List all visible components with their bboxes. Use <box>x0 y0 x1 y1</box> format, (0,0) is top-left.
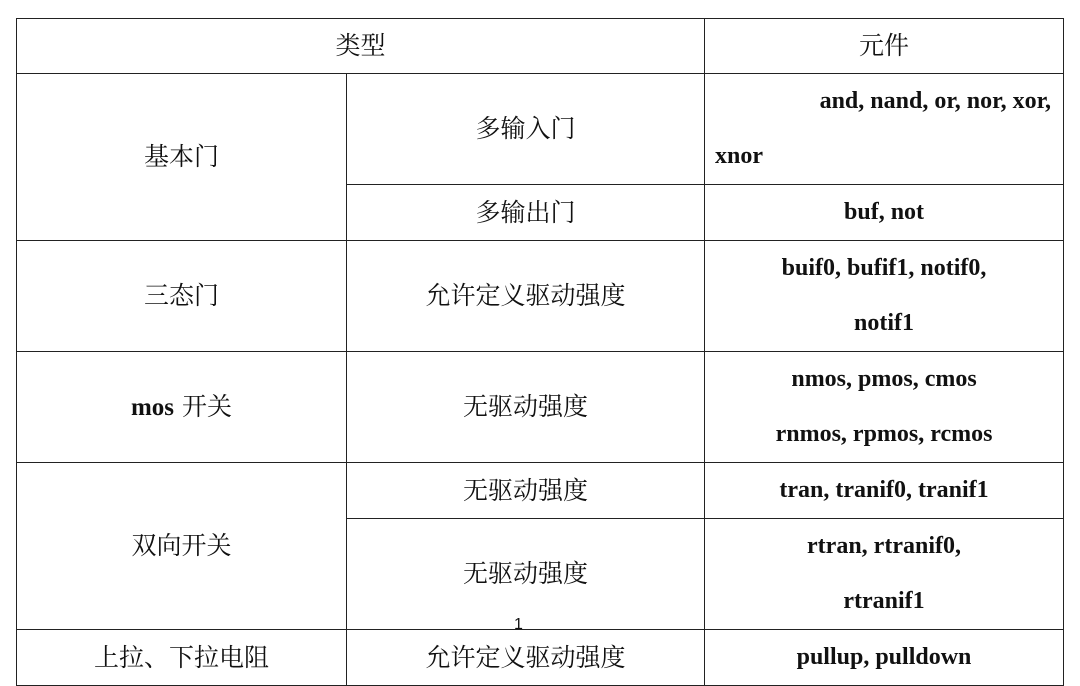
category-cell: 基本门 <box>17 74 347 241</box>
element-cell <box>705 74 1064 185</box>
element-line: rtranif1 <box>843 588 925 614</box>
header-row <box>17 19 1064 74</box>
table-row <box>17 241 1064 352</box>
element-cell <box>705 352 1064 463</box>
category-en-text: mos <box>130 393 175 421</box>
element-line: xnor <box>715 143 764 169</box>
element-cell <box>705 241 1064 352</box>
subtype-cell: 无驱动强度 <box>347 352 705 463</box>
element-line: rtran, rtranif0, <box>807 533 961 559</box>
subtype-cell: 无驱动强度 <box>347 463 705 519</box>
element-line: buif0, bufif1, notif0, <box>781 255 987 281</box>
page-number: 1 <box>514 616 523 633</box>
category-cell: 三态门 <box>17 241 347 352</box>
category-cell: 上拉、下拉电阻 <box>17 630 347 686</box>
element-cell: pullup, pulldown <box>705 630 1064 686</box>
table-row <box>17 74 1064 185</box>
element-line: and, nand, or, nor, xor, <box>819 88 1052 114</box>
gate-type-table <box>16 18 1064 686</box>
subtype-cell: 允许定义驱动强度 <box>347 241 705 352</box>
subtype-cell: 多输出门 <box>347 185 705 241</box>
category-cell <box>17 352 347 463</box>
subtype-cell: 多输入门 <box>347 74 705 185</box>
element-line: notif1 <box>854 310 915 336</box>
subtype-cell: 允许定义驱动强度 <box>347 630 705 686</box>
element-cell: tran, tranif0, tranif1 <box>705 463 1064 519</box>
element-cell: buf, not <box>705 185 1064 241</box>
element-cell <box>705 519 1064 630</box>
table-row <box>17 630 1064 686</box>
subtype-cell: 无驱动强度 <box>347 519 705 630</box>
table-row <box>17 463 1064 519</box>
element-line: nmos, pmos, cmos <box>791 366 977 392</box>
category-cn-text: 开关 <box>174 391 232 421</box>
header-element-cell: 元件 <box>705 19 1064 74</box>
category-cell: 双向开关 <box>17 463 347 630</box>
element-line: rnmos, rpmos, rcmos <box>775 421 993 447</box>
header-type-cell: 类型 <box>17 19 705 74</box>
table-row <box>17 352 1064 463</box>
